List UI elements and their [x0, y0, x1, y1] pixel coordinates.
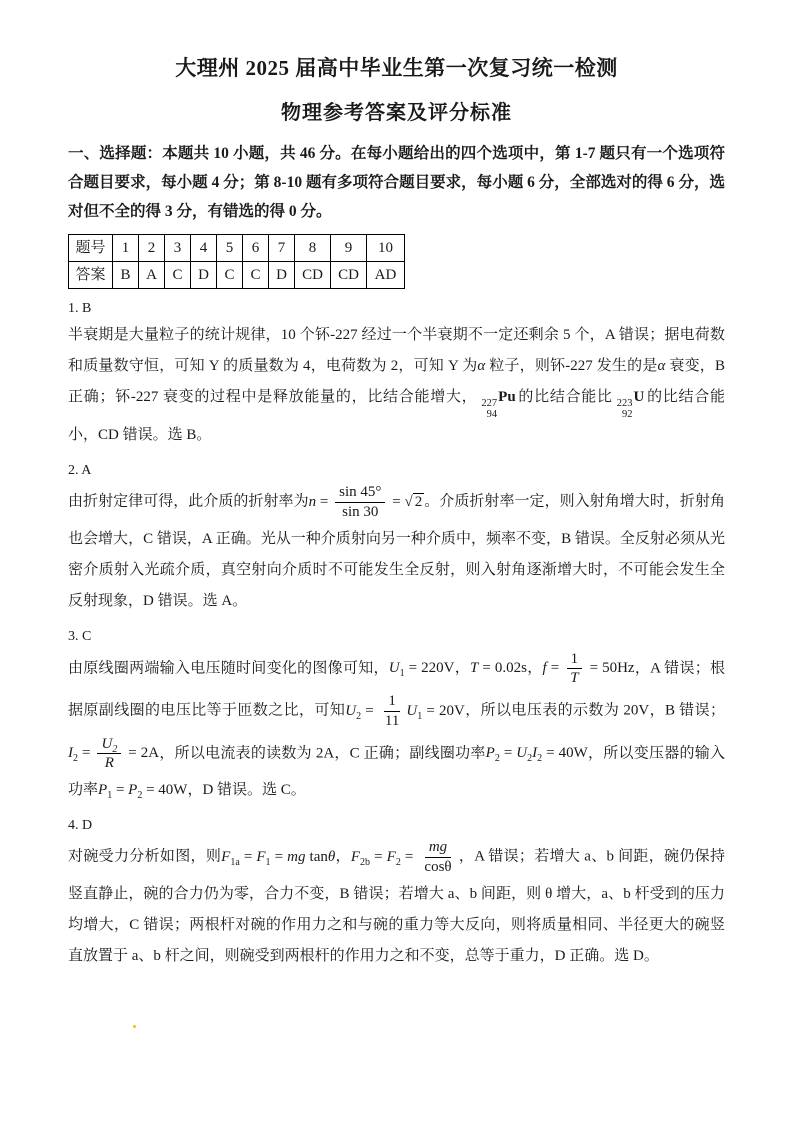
q1-text-2: 粒子，则钚-227 发生的是: [485, 357, 658, 374]
var-F: F: [221, 849, 231, 866]
value-40W: = 40W: [142, 782, 188, 799]
var-I: I: [68, 745, 73, 762]
value-50Hz: = 50Hz: [585, 660, 635, 677]
equals-sign: =: [400, 849, 418, 866]
subscript: 1: [107, 790, 113, 802]
var-mg: mg: [287, 849, 306, 866]
equals-sign: =: [78, 745, 95, 762]
q3-voltage-period-values: [388, 660, 543, 680]
question-number-cell: 2: [139, 235, 165, 262]
equals-sign: =: [370, 849, 387, 866]
q3-current-formula: [68, 735, 160, 772]
section-instructions: 一、选择题：本题共 10 小题，共 46 分。在每小题给出的四个选项中，第 1-7 题只有一个选项符合题目要求，每小题 4 分；第 8-10 题有多项符合题目要求，每小题 6 分，全部选对的得 6 分，选对但不全的得 3 分，有错选的得 0 分。: [68, 145, 725, 221]
fraction-denominator: R: [104, 755, 114, 772]
q4-text-2: ，: [335, 849, 351, 866]
alpha-symbol: α: [657, 357, 666, 374]
var-f: f: [542, 660, 547, 677]
q2-text-1: 由折射定律可得，此介质的折射率为: [68, 494, 309, 511]
equals-sign: =: [361, 702, 378, 719]
question-number-cell: 10: [367, 235, 405, 262]
q3-text-4: ，所以电流表的读数为 2A，C 正确；副线圈功率: [159, 745, 486, 762]
answer-cell: C: [165, 262, 191, 289]
fraction-numerator: sin 45°: [335, 483, 385, 503]
fraction-sin45-sin30: [335, 481, 385, 524]
answer-cell: B: [113, 262, 139, 289]
subscript: 2: [494, 753, 500, 765]
mass-number: 223: [616, 397, 633, 409]
q3-text-5: ，所以变压器的输入功率: [68, 745, 725, 799]
subscript: 2: [527, 753, 533, 765]
answer-cell: C: [217, 262, 243, 289]
q3-secondary-power-formula: [485, 745, 588, 765]
q3-text-6: ，D 错误。选 C。: [187, 782, 306, 799]
subscript: 1a: [230, 857, 240, 869]
q3-explanation: [68, 648, 725, 807]
var-U: U: [388, 660, 400, 677]
equals-sign: =: [499, 745, 517, 762]
fraction-denominator: sin 30: [342, 504, 379, 521]
sqrt-2: [404, 493, 424, 510]
var-U: U: [101, 735, 113, 752]
atomic-number: 94: [486, 408, 498, 420]
q3-answer-label: 3. C: [68, 629, 92, 645]
q1-answer-label: 1. B: [68, 301, 92, 317]
value-20V: = 20V: [422, 702, 465, 719]
fraction-denominator: T: [570, 670, 579, 687]
answer-table-header-label: 题号: [69, 235, 113, 262]
radical-sign: √: [404, 494, 413, 511]
equals-sign: =: [270, 849, 288, 866]
q4-text-3: ，A 错误；若增大 a、b 间距，碗仍保持竖直静止，碗的合力仍为零，合力不变，B 错误；若增大 a、b 间距，则 θ 增大，a、b 杆受到的压力均增大，C 错误；两根杆对碗的作用力之和与碗的重力等大反向，则将质量相同、半径更大的碗竖直放置于 a、b 杆之间，则碗受到两根杆的作用力之和不变，总等于重力，D 正确。选 D。: [68, 849, 725, 965]
value-220V: = 220V，: [404, 660, 471, 677]
pu-symbol: Pu: [498, 388, 516, 405]
answer-table-number-row: [69, 235, 405, 262]
var-U: U: [406, 702, 418, 719]
question-number-cell: 9: [331, 235, 367, 262]
q1-explanation: [68, 320, 725, 452]
q1-text-3: 衰变，B 正确；钚-227 衰变的过程中是释放能量的，比结合能增大，: [68, 357, 725, 405]
q1-text-4: 的比结合能比: [517, 388, 613, 405]
subscript: 2: [537, 753, 543, 765]
scan-artifact-dot: [133, 1025, 136, 1028]
q2-text-2: 。介质折射率一定，则入射角增大时，折射角也会增大，C 错误，A 正确。光从一种介质射向另一种介质中，频率不变，B 错误。全反射必须从光密介质射入光疏介质，真空射向介质时不可能发生全反射，则入射角逐渐增大时，不可能会发生全反射现象，D 错误。选 A。: [68, 494, 725, 610]
answer-table: [68, 234, 405, 289]
value-0.02s: = 0.02s，: [478, 660, 543, 677]
equals-sign: =: [239, 849, 257, 866]
subscript: 2: [137, 790, 143, 802]
q2-refraction-index-formula: [308, 484, 425, 521]
q1-text-5: 的比结合能小，CD 错误。选 B。: [68, 388, 725, 443]
subscript: 2: [112, 743, 118, 755]
question-number-cell: 7: [269, 235, 295, 262]
question-number-cell: 3: [165, 235, 191, 262]
answer-cell: CD: [331, 262, 367, 289]
var-P: P: [485, 745, 495, 762]
subscript: 2: [356, 710, 362, 722]
atomic-number: 92: [622, 408, 633, 420]
subscript: 1: [417, 710, 423, 722]
fraction-numerator: mg: [425, 838, 451, 858]
fraction-U2-R: [97, 733, 121, 776]
q3-text-3: ，所以电压表的示数为 20V，B 错误；: [464, 702, 725, 719]
question-number-cell: 1: [113, 235, 139, 262]
var-P: P: [98, 782, 108, 799]
q3-text-1: 由原线圈两端输入电压随时间变化的图像可知，: [68, 660, 389, 677]
question-number-cell: 4: [191, 235, 217, 262]
var-U: U: [516, 745, 528, 762]
answer-cell: D: [269, 262, 295, 289]
q4-text-1: 对碗受力分析如图，则: [68, 849, 222, 866]
document-title: 大理州 2025 届高中毕业生第一次复习统一检测: [175, 56, 618, 80]
q4-explanation: [68, 836, 725, 972]
q2-answer-label: 2. A: [68, 463, 92, 479]
var-U: U: [345, 702, 357, 719]
var-I: I: [532, 745, 538, 762]
fraction-numerator: 1: [567, 650, 583, 670]
var-n: n: [308, 494, 317, 511]
var-F: F: [386, 849, 396, 866]
question-number-cell: 6: [243, 235, 269, 262]
subscript: 2: [73, 753, 78, 765]
fraction-numerator: [97, 735, 121, 755]
q3-secondary-voltage-formula: [345, 693, 465, 729]
q3-frequency-formula: [542, 650, 635, 687]
q4-horizontal-force-formula: [221, 849, 336, 869]
fraction-denominator: 11: [384, 712, 400, 729]
equals-sign: =: [546, 660, 564, 677]
answer-cell: AD: [367, 262, 405, 289]
mass-number: 227: [481, 397, 498, 409]
tan-function: tan: [305, 849, 328, 866]
q1-text-1: 半衰期是大量粒子的统计规律，10 个钚-227 经过一个半衰期不一定还剩余 5 个，A 错误；据电荷数和质量数守恒，可知 Y 的质量数为 4，电荷数为 2，可知 Y 为: [68, 326, 725, 374]
answer-cell: CD: [295, 262, 331, 289]
question-number-cell: 5: [217, 235, 243, 262]
var-T: T: [470, 660, 479, 677]
subscript: 2b: [360, 857, 371, 869]
fraction-numerator: 1: [384, 692, 400, 712]
subscript: 1: [399, 668, 405, 680]
question-number-cell: 8: [295, 235, 331, 262]
q2-explanation: [68, 481, 725, 617]
pu-227-nuclide-numbers: [481, 398, 497, 420]
fraction-1-T: [566, 648, 582, 691]
answer-cell: A: [139, 262, 165, 289]
var-P: P: [128, 782, 138, 799]
fraction-1-11: [381, 690, 403, 733]
equals-sign: =: [388, 494, 405, 511]
var-F: F: [256, 849, 266, 866]
fraction-mg-costheta: [420, 836, 455, 879]
value-40W: = 40W: [542, 745, 588, 762]
document-subtitle: 物理参考答案及评分标准: [281, 102, 512, 124]
radicand: 2: [414, 494, 423, 511]
answer-cell: C: [243, 262, 269, 289]
q3-input-power-formula: [98, 782, 188, 802]
q4-answer-label: 4. D: [68, 818, 93, 834]
alpha-symbol: α: [477, 357, 486, 374]
q3-text-2: ，A 错误；根据原副线圈的电压比等于匝数之比，可知: [68, 660, 726, 719]
value-2A: = 2A: [124, 745, 160, 762]
u-223-nuclide-numbers: [617, 398, 633, 420]
answer-table-answer-label: 答案: [69, 262, 113, 289]
answer-cell: D: [191, 262, 217, 289]
u-symbol: U: [633, 388, 645, 405]
var-theta: θ: [327, 849, 336, 866]
answer-table-answer-row: [69, 262, 405, 289]
fraction-denominator: cosθ: [424, 859, 452, 876]
subscript: 2: [395, 857, 401, 869]
subscript: 1: [265, 857, 271, 869]
equals-sign: =: [112, 782, 129, 799]
var-F: F: [350, 849, 361, 866]
equals-sign: =: [316, 494, 333, 511]
